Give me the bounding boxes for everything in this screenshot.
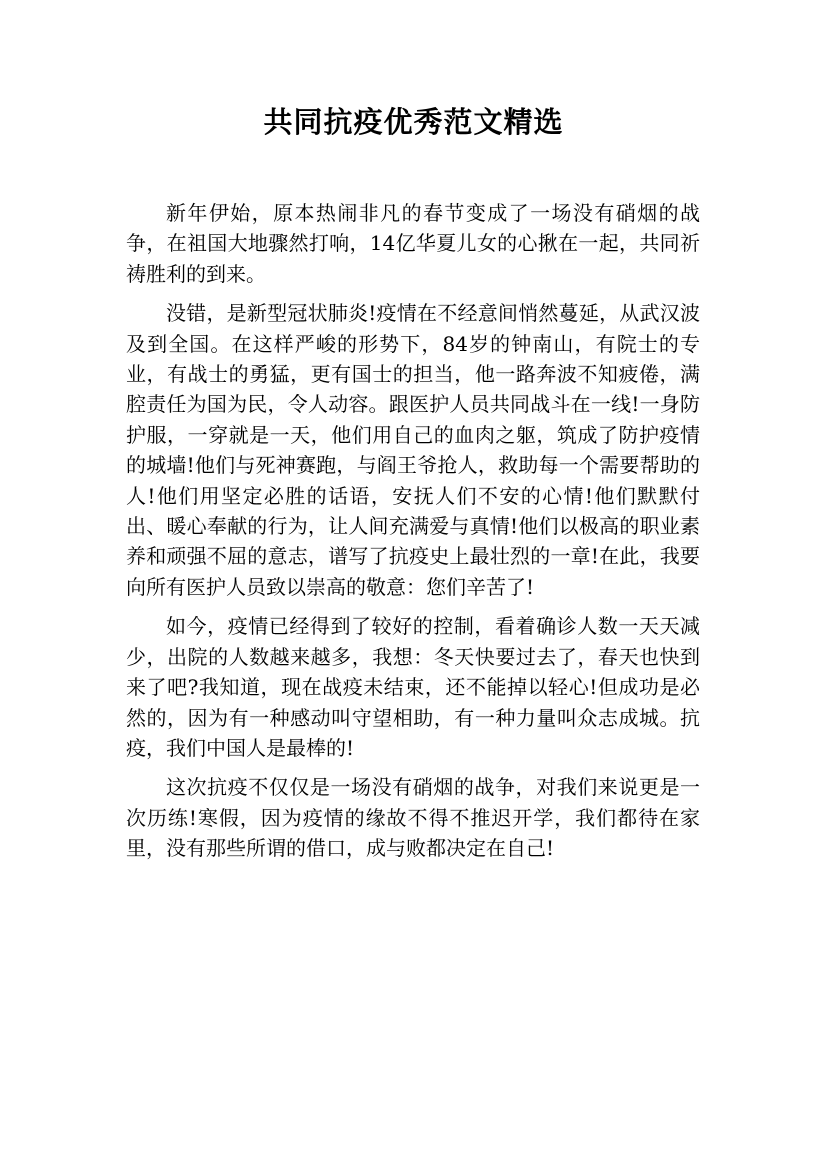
paragraph-3: 如今，疫情已经得到了较好的控制，看着确诊人数一天天减少，出院的人数越来越多，我想：冬天快要过去了，春天也快到来了吧?我知道，现在战疫未结束，还不能掉以轻心!但成功是必然的，因为有一种感动叫守望相助，有一种力量叫众志成城。抗疫，我们中国人是最棒的! <box>126 614 700 760</box>
paragraph-2: 没错，是新型冠状肺炎!疫情在不经意间悄然蔓延，从武汉波及到全国。在这样严峻的形势下，84岁的钟南山，有院士的专业，有战士的勇猛，更有国士的担当，他一路奔波不知疲倦，满腔责任为国为民，令人动容。跟医护人员共同战斗在一线!一身防护服，一穿就是一天，他们用自己的血肉之躯，筑成了防护疫情的城墙!他们与死神赛跑，与阎王爷抢人，救助每一个需要帮助的人!他们用坚定必胜的话语，安抚人们不安的心情!他们默默付出、暖心奉献的行为，让人间充满爱与真情!他们以极高的职业素养和顽强不屈的意志，谱写了抗疫史上最壮烈的一章!在此，我要向所有医护人员致以崇高的敬意：您们辛苦了! <box>126 301 700 599</box>
document-title: 共同抗疫优秀范文精选 <box>263 105 564 139</box>
document-body <box>126 198 700 873</box>
paragraph-4: 这次抗疫不仅仅是一场没有硝烟的战争，对我们来说更是一次历练!寒假，因为疫情的缘故不得不推迟开学，我们都待在家里，没有那些所谓的借口，成与败都决定在自己! <box>126 775 700 861</box>
paragraph-1: 新年伊始，原本热闹非凡的春节变成了一场没有硝烟的战争，在祖国大地骤然打响，14亿华夏儿女的心揪在一起，共同祈祷胜利的到来。 <box>126 201 700 286</box>
